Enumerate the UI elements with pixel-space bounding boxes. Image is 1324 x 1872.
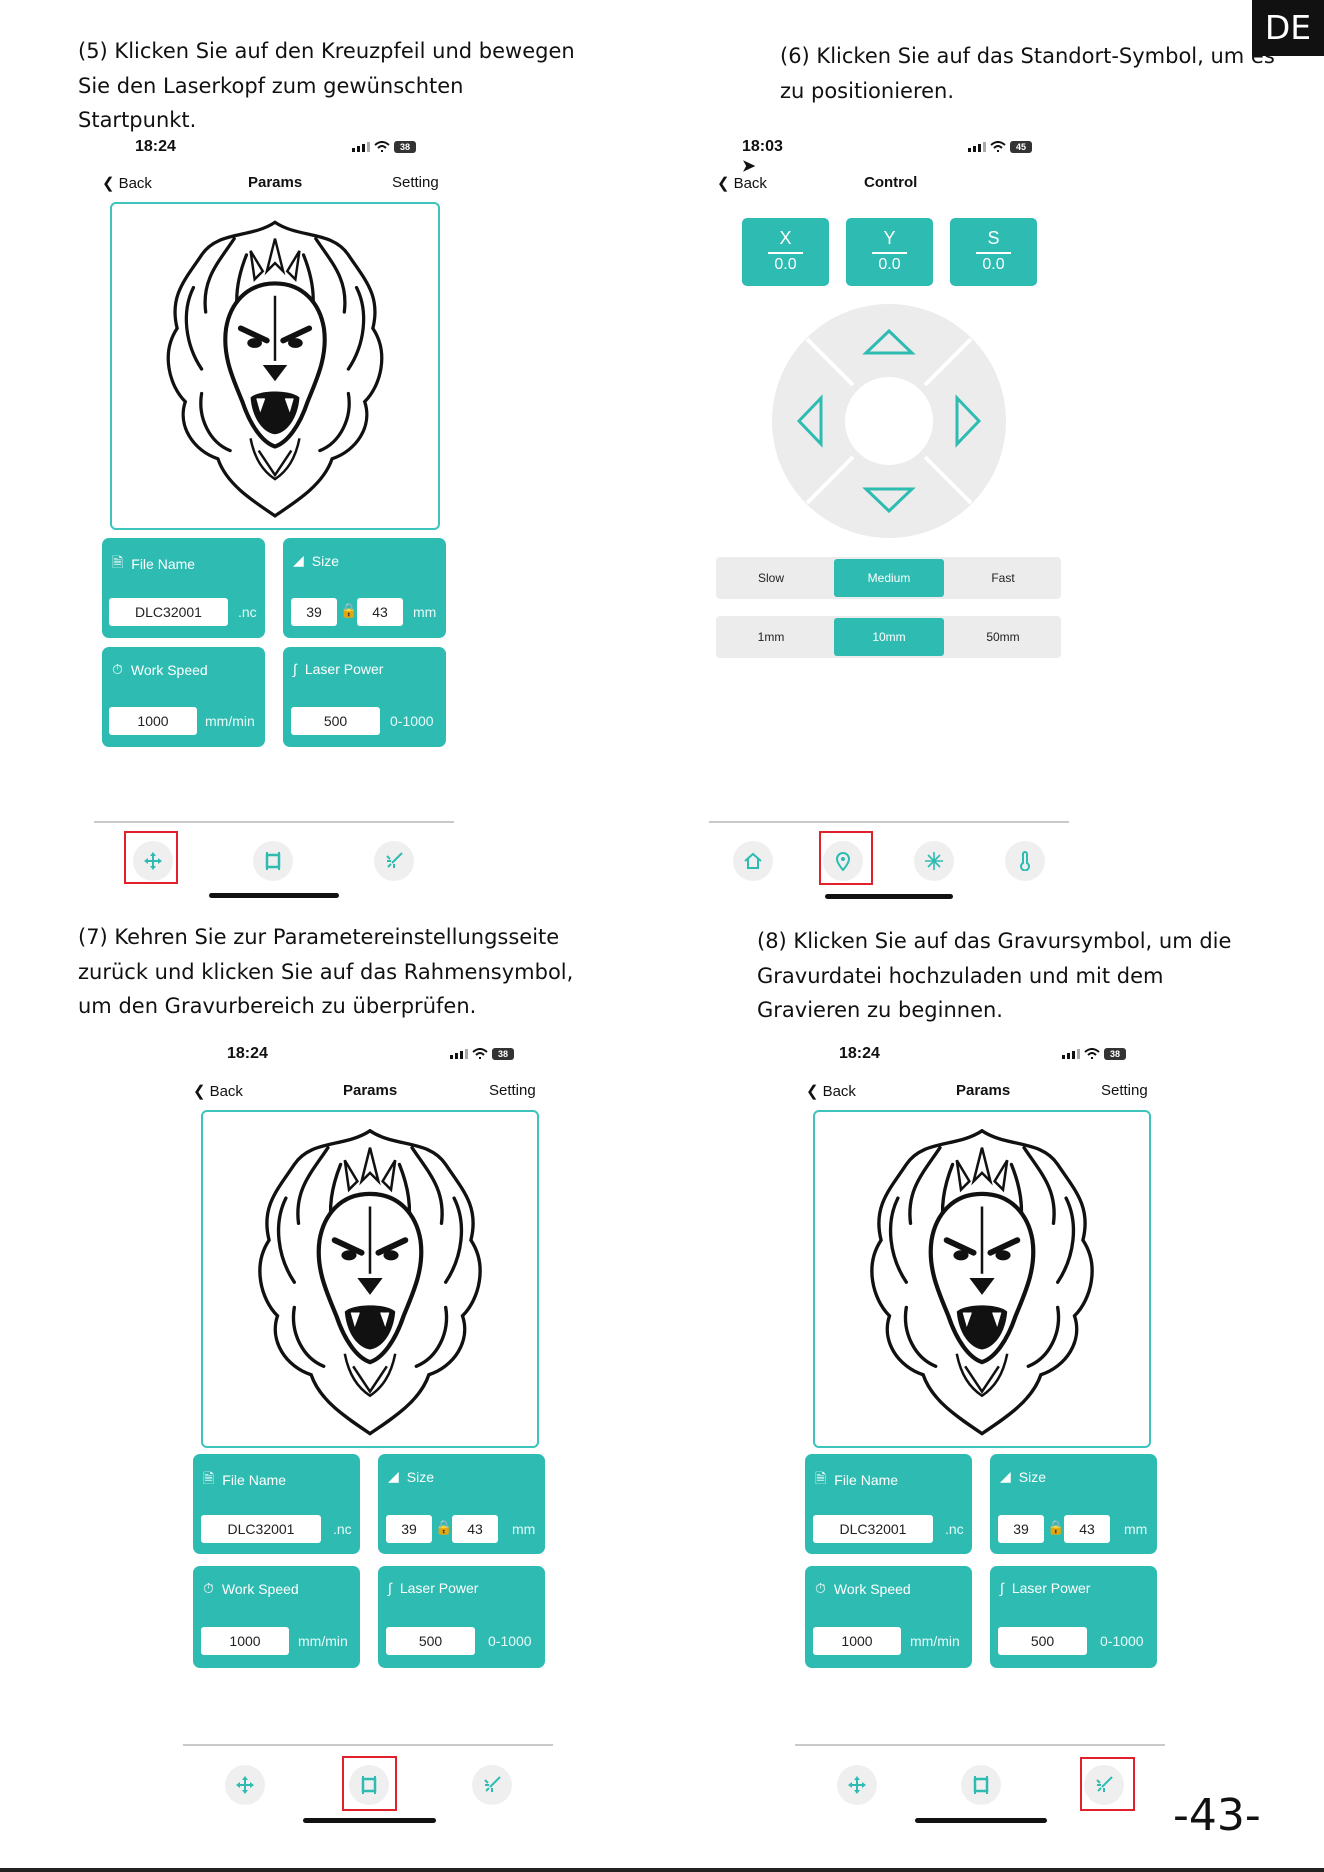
coord-divider (872, 252, 907, 254)
nav-bar (102, 174, 440, 196)
instruction-line: zurück und klicken Sie auf das Rahmensymbol, (78, 959, 574, 984)
laser-power-card (990, 1566, 1157, 1668)
coord-value: 0.0 (878, 256, 901, 273)
status-icons (968, 139, 1032, 155)
lion-illustration (205, 1114, 535, 1442)
laser-power-field[interactable]: 500 (998, 1627, 1087, 1655)
highlight-box (124, 831, 178, 884)
card-header (203, 1468, 286, 1492)
signal-icon (968, 142, 986, 152)
wifi-icon (472, 1048, 488, 1060)
card-label: Laser Power (304, 661, 384, 677)
size-unit: mm (413, 604, 437, 620)
page-title: Params (248, 174, 303, 191)
status-icons (1062, 1046, 1126, 1062)
instruction-step7 (78, 920, 573, 1024)
laser-power-field[interactable]: 500 (386, 1627, 475, 1655)
card-header (293, 661, 383, 677)
chevron-left-icon: ❮ (717, 175, 730, 192)
instruction-line: (8) Klicken Sie auf das Gravursymbol, um die (757, 929, 1232, 953)
card-label: File Name (834, 1472, 899, 1488)
nav-bar (806, 1082, 1151, 1104)
file-name-card (102, 538, 265, 638)
status-time: 18:24 (227, 1045, 268, 1062)
home-indicator (915, 1818, 1047, 1823)
battery-icon: 38 (492, 1048, 514, 1060)
engrave-icon[interactable] (472, 1765, 512, 1805)
engrave-icon[interactable] (374, 841, 414, 881)
instruction-step5 (78, 34, 575, 138)
back-button[interactable] (717, 174, 767, 192)
size-card (990, 1454, 1157, 1554)
chevron-left-icon: ❮ (193, 1083, 206, 1100)
laser-power-range: 0-1000 (1100, 1633, 1144, 1649)
move-icon[interactable] (225, 1765, 265, 1805)
crosshair-icon[interactable] (914, 841, 954, 881)
work-speed-unit: mm/min (298, 1633, 348, 1649)
instruction-line: Startpunkt. (78, 108, 197, 132)
home-indicator (825, 894, 953, 899)
lock-icon[interactable]: 🔒 (435, 1519, 453, 1535)
lock-icon[interactable]: 🔒 (1047, 1519, 1065, 1535)
home-indicator (303, 1818, 436, 1823)
home-indicator (209, 893, 339, 898)
setting-button[interactable]: Setting (489, 1082, 536, 1099)
laser-power-card (378, 1566, 545, 1668)
size-card (378, 1454, 545, 1554)
image-preview (813, 1110, 1151, 1448)
tab-bar-divider (795, 1744, 1165, 1746)
document-icon: 🗎 (203, 1470, 215, 1486)
highlight-box (342, 1756, 397, 1811)
card-header (1000, 1580, 1090, 1596)
card-header (112, 661, 208, 678)
size-width-field[interactable]: 39 (386, 1515, 432, 1543)
tab-bar-divider (183, 1744, 553, 1746)
laser-power-range: 0-1000 (390, 713, 434, 729)
size-unit: mm (1124, 1521, 1148, 1537)
lion-illustration (817, 1114, 1147, 1442)
document-icon: 🗎 (112, 554, 124, 570)
highlight-box (1080, 1757, 1135, 1811)
tab-bar-divider (709, 821, 1069, 823)
laser-power-field[interactable]: 500 (291, 707, 380, 735)
signal-icon (450, 1049, 468, 1059)
frame-icon[interactable] (253, 841, 293, 881)
coord-value: 0.0 (982, 256, 1005, 273)
coord-key: S (987, 228, 1000, 248)
page-title: Params (956, 1082, 1011, 1099)
coord-x (742, 218, 829, 286)
card-header (388, 1580, 478, 1596)
step-50mm-option[interactable]: 50mm (986, 630, 1020, 644)
card-label: Laser Power (399, 1580, 479, 1596)
laser-power-range: 0-1000 (488, 1633, 532, 1649)
size-height-field[interactable]: 43 (452, 1515, 498, 1543)
document-icon: 🗎 (815, 1470, 827, 1486)
highlight-box (819, 831, 873, 885)
coord-divider (768, 252, 803, 254)
card-header (112, 552, 195, 576)
card-header (815, 1580, 911, 1597)
back-label: Back (822, 1082, 856, 1100)
instruction-step6 (780, 39, 1275, 108)
move-icon[interactable] (837, 1765, 877, 1805)
file-name-card (193, 1454, 360, 1554)
lock-icon[interactable]: 🔒 (340, 602, 358, 618)
nav-bar (193, 1082, 538, 1104)
back-button[interactable] (193, 1082, 243, 1100)
ruler-triangle-icon: ◢ (388, 1468, 399, 1484)
coord-key: Y (883, 228, 896, 248)
location-arrow-icon: ➤ (742, 158, 756, 175)
setting-button[interactable]: Setting (1101, 1082, 1148, 1099)
instruction-line: zu positionieren. (780, 78, 955, 103)
file-ext: .nc (333, 1521, 352, 1537)
card-label: Work Speed (130, 661, 208, 678)
chevron-left-icon: ❮ (806, 1083, 819, 1100)
instruction-line: Gravieren zu beginnen. (757, 998, 1003, 1022)
instruction-line: (6) Klicken Sie auf das Standort-Symbol, um es (780, 44, 1275, 68)
speed-slow-option[interactable]: Slow (757, 571, 784, 585)
back-button[interactable] (102, 174, 152, 192)
temperature-icon[interactable] (1005, 841, 1045, 881)
instruction-line: Gravurdatei hochzuladen und mit dem (757, 963, 1164, 988)
back-label: Back (733, 174, 767, 192)
back-button[interactable] (806, 1082, 856, 1100)
card-header (815, 1468, 898, 1492)
tab-bar-divider (94, 821, 454, 823)
status-icons (352, 139, 416, 155)
step-selector (716, 616, 1061, 658)
status-time (742, 138, 783, 176)
page-title: Params (343, 1082, 398, 1099)
home-icon[interactable] (733, 841, 773, 881)
work-speed-unit: mm/min (205, 713, 255, 729)
size-width-field[interactable]: 39 (291, 598, 337, 626)
speedometer-icon: ⏱ (112, 661, 123, 677)
instruction-line: (7) Kehren Sie zur Parametereinstellungsseite (78, 925, 560, 949)
direction-pad (771, 303, 1007, 539)
size-unit: mm (512, 1521, 536, 1537)
card-header (388, 1468, 434, 1485)
page-bottom-rule (0, 1868, 1324, 1872)
size-height-field[interactable]: 43 (1064, 1515, 1110, 1543)
file-name-field[interactable]: DLC32001 (201, 1515, 321, 1543)
instruction-line: um den Gravurbereich zu überprüfen. (78, 994, 477, 1018)
speedometer-icon: ⏱ (815, 1580, 826, 1596)
file-name-field[interactable]: DLC32001 (109, 598, 228, 626)
wifi-icon (1084, 1048, 1100, 1060)
speed-selector (716, 557, 1061, 599)
frame-icon[interactable] (961, 1765, 1001, 1805)
battery-icon: 45 (1010, 141, 1032, 153)
work-speed-card (193, 1566, 360, 1668)
image-preview (201, 1110, 539, 1448)
coord-s (950, 218, 1037, 286)
card-label: Work Speed (221, 1580, 299, 1597)
instruction-line: Sie den Laserkopf zum gewünschten (78, 73, 464, 98)
file-ext: .nc (238, 604, 257, 620)
page-title: Control (864, 174, 918, 191)
card-label: Work Speed (833, 1580, 911, 1597)
instruction-step8 (757, 924, 1231, 1028)
chevron-left-icon: ❮ (102, 175, 115, 192)
size-height-field[interactable]: 43 (357, 598, 403, 626)
card-header (293, 552, 339, 569)
file-name-card (805, 1454, 972, 1554)
status-icons (450, 1046, 514, 1062)
laser-power-card (283, 647, 446, 747)
speed-fast-option[interactable]: Fast (991, 571, 1015, 585)
back-label: Back (209, 1082, 243, 1100)
image-preview (110, 202, 440, 530)
size-width-field[interactable]: 39 (998, 1515, 1044, 1543)
speedometer-icon: ⏱ (203, 1580, 214, 1596)
nav-bar (717, 174, 1057, 196)
card-label: File Name (131, 556, 196, 572)
wifi-icon (374, 141, 390, 153)
file-ext: .nc (945, 1521, 964, 1537)
card-label: Laser Power (1011, 1580, 1091, 1596)
wifi-icon (990, 141, 1006, 153)
ruler-triangle-icon: ◢ (293, 552, 304, 568)
page-number: -43- (1173, 1790, 1261, 1841)
language-tag: DE (1252, 0, 1324, 56)
back-label: Back (118, 174, 152, 192)
status-time: 18:24 (135, 138, 176, 155)
ruler-triangle-icon: ◢ (1000, 1468, 1011, 1484)
instruction-line: (5) Klicken Sie auf den Kreuzpfeil und bewegen (78, 39, 575, 63)
speed-medium-option[interactable]: Medium (834, 559, 944, 597)
card-header (1000, 1468, 1046, 1485)
file-name-field[interactable]: DLC32001 (813, 1515, 933, 1543)
step-10mm-option[interactable]: 10mm (834, 618, 944, 656)
work-speed-unit: mm/min (910, 1633, 960, 1649)
coord-key: X (779, 228, 792, 248)
signal-icon (352, 142, 370, 152)
battery-icon: 38 (394, 141, 416, 153)
power-wave-icon: ∫ (1000, 1580, 1004, 1596)
signal-icon (1062, 1049, 1080, 1059)
power-wave-icon: ∫ (293, 661, 297, 677)
card-label: File Name (222, 1472, 287, 1488)
card-label: Size (1018, 1468, 1047, 1485)
work-speed-field[interactable]: 1000 (813, 1627, 901, 1655)
setting-button[interactable]: Setting (392, 174, 439, 191)
coord-divider (976, 252, 1011, 254)
coord-y (846, 218, 933, 286)
lion-illustration (115, 206, 435, 524)
work-speed-field[interactable]: 1000 (109, 707, 197, 735)
status-time: 18:24 (839, 1045, 880, 1062)
coord-value: 0.0 (774, 256, 797, 273)
card-label: Size (311, 552, 340, 569)
status-time-text: 18:03 (742, 138, 783, 155)
power-wave-icon: ∫ (388, 1580, 392, 1596)
card-header (203, 1580, 299, 1597)
work-speed-field[interactable]: 1000 (201, 1627, 289, 1655)
work-speed-card (102, 647, 265, 747)
card-label: Size (406, 1468, 435, 1485)
work-speed-card (805, 1566, 972, 1668)
battery-icon: 38 (1104, 1048, 1126, 1060)
step-1mm-option[interactable]: 1mm (757, 630, 785, 644)
size-card (283, 538, 446, 638)
